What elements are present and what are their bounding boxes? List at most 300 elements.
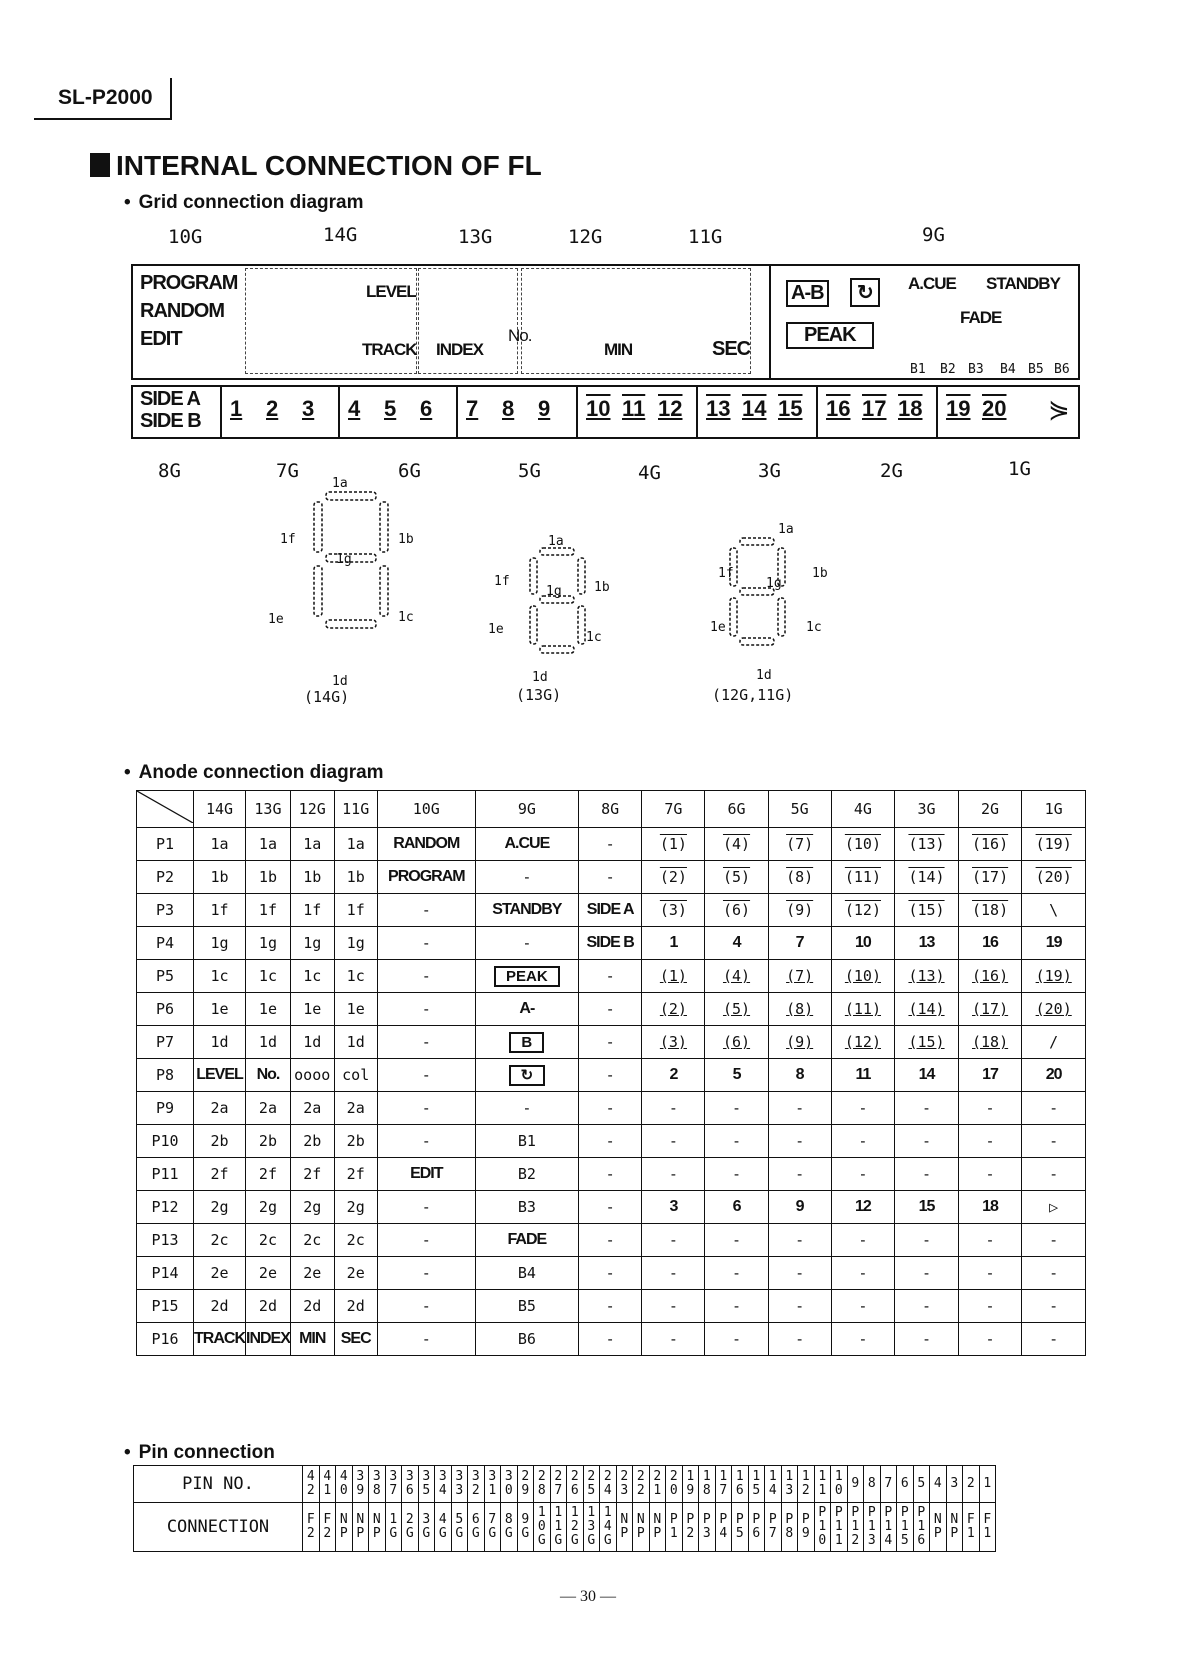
table-cell: (5): [705, 993, 768, 1026]
table-cell: 20: [1022, 1059, 1086, 1092]
pin-number-cell: 3: [946, 1466, 963, 1503]
table-cell: -: [377, 1059, 475, 1092]
table-cell: 2b: [334, 1125, 377, 1158]
table-cell: 2e: [290, 1257, 334, 1290]
key-number: 1: [230, 396, 243, 421]
pin-number-cell: 3 5: [418, 1466, 435, 1503]
key-group-divider: [456, 385, 458, 437]
table-cell: -: [578, 828, 641, 861]
seg-label: 1d: [332, 674, 348, 689]
table-cell: (9): [768, 894, 831, 927]
table-cell: -: [705, 1290, 768, 1323]
key-number: 4: [348, 396, 361, 421]
play-triangle-icon: ⋟: [1048, 394, 1070, 424]
repeat-icon: ↻: [850, 278, 880, 307]
pin-connection-cell: 3 G: [418, 1503, 435, 1552]
table-cell: -: [578, 1323, 641, 1356]
table-cell: -: [377, 1224, 475, 1257]
table-cell: 1c: [290, 960, 334, 993]
pin-number-cell: 4 0: [336, 1466, 353, 1503]
table-cell: -: [705, 1158, 768, 1191]
model-text: SL-P2000: [58, 86, 153, 109]
table-cell: -: [642, 1290, 705, 1323]
table-cell: -: [1022, 1224, 1086, 1257]
pin-cell: P2: [137, 861, 194, 894]
pin-connection-cell: F 2: [303, 1503, 320, 1552]
b4-label: B4: [1000, 362, 1016, 377]
table-cell: PROGRAM: [377, 861, 475, 894]
table-cell: -: [705, 1257, 768, 1290]
table-cell: (14): [895, 993, 959, 1026]
table-cell: FADE: [475, 1224, 578, 1257]
square-bullet-icon: [90, 153, 110, 177]
key-number: 20: [982, 396, 1007, 421]
table-row: [137, 1224, 1086, 1257]
table-cell: 2e: [246, 1257, 291, 1290]
grid-label: 1G: [1008, 458, 1031, 480]
pin-connection-cell: F 1: [979, 1503, 996, 1552]
table-cell: 2f: [246, 1158, 291, 1191]
table-cell: -: [377, 960, 475, 993]
key-number: 10: [586, 396, 611, 421]
table-cell: -: [377, 1290, 475, 1323]
table-cell: (13): [895, 828, 959, 861]
table-cell: 2d: [194, 1290, 246, 1323]
table-cell: 1d: [290, 1026, 334, 1059]
table-cell: -: [377, 1092, 475, 1125]
table-cell: -: [642, 1323, 705, 1356]
table-cell: (18): [958, 894, 1022, 927]
anode-table: [136, 790, 1086, 1356]
pin-number-cell: 6: [897, 1466, 914, 1503]
table-cell: (4): [705, 960, 768, 993]
page-number: — 30 —: [560, 1588, 616, 1605]
grid-label: 4G: [638, 462, 661, 484]
table-cell: -: [705, 1125, 768, 1158]
pin-connection-cell: P 1: [666, 1503, 683, 1552]
table-cell: 1a: [194, 828, 246, 861]
table-cell: -: [377, 894, 475, 927]
table-row: [137, 1092, 1086, 1125]
grid-label: 13G: [458, 226, 493, 248]
table-cell: (12): [831, 1026, 895, 1059]
pin-number-cell: 1 0: [831, 1466, 848, 1503]
table-cell: 1a: [334, 828, 377, 861]
table-cell: 2a: [194, 1092, 246, 1125]
pin-connection-cell: P 9: [798, 1503, 815, 1552]
pin-number-cell: 3 4: [435, 1466, 452, 1503]
grid-label: 12G: [568, 226, 603, 248]
table-cell: 1e: [290, 993, 334, 1026]
pin-connection-cell: P 1 4: [880, 1503, 897, 1552]
anode-header-row: [137, 791, 1086, 828]
table-cell: 1f: [194, 894, 246, 927]
table-cell: -: [831, 1290, 895, 1323]
pin-connection-cell: P 8: [781, 1503, 798, 1552]
table-cell: 1a: [246, 828, 291, 861]
b6-label: B6: [1054, 362, 1070, 377]
pin-number-cell: 8: [864, 1466, 881, 1503]
table-cell: 15: [895, 1191, 959, 1224]
table-cell: INDEX: [246, 1323, 291, 1356]
fade-label: FADE: [960, 308, 1002, 327]
table-cell: 2d: [246, 1290, 291, 1323]
pin-number-cell: 1 9: [682, 1466, 699, 1503]
pin-cell: P10: [137, 1125, 194, 1158]
seg-label: 1b: [398, 532, 414, 547]
table-cell: -: [578, 1191, 641, 1224]
seg-caption: (12G,11G): [712, 686, 794, 704]
column-header: 11G: [334, 791, 377, 828]
pin-connection-cell: 1 0 G: [534, 1503, 551, 1552]
table-cell: RANDOM: [377, 828, 475, 861]
acue-label: A.CUE: [908, 274, 956, 293]
seg-label: 1f: [280, 532, 296, 547]
table-cell: -: [642, 1125, 705, 1158]
pin-table: [133, 1465, 996, 1552]
table-row: [137, 1323, 1086, 1356]
table-cell: -: [958, 1290, 1022, 1323]
pin-cell: P1: [137, 828, 194, 861]
table-cell: -: [1022, 1158, 1086, 1191]
pin-number-cell: 3 6: [402, 1466, 419, 1503]
table-cell: -: [705, 1224, 768, 1257]
key-number: 5: [384, 396, 397, 421]
seg-label: 1b: [812, 566, 828, 581]
pin-connection-cell: 4 G: [435, 1503, 452, 1552]
table-cell: 1f: [334, 894, 377, 927]
key-group-divider: [220, 385, 222, 437]
pin-connection-cell: P 6: [748, 1503, 765, 1552]
table-cell: (13): [895, 960, 959, 993]
table-row: [137, 993, 1086, 1026]
table-cell: 2c: [290, 1224, 334, 1257]
pin-number-cell: 2 8: [534, 1466, 551, 1503]
pin-connection-cell: P 1 2: [847, 1503, 864, 1552]
seg-label: 1b: [594, 580, 610, 595]
table-cell: (3): [642, 1026, 705, 1059]
pin-number-cell: 1 4: [765, 1466, 782, 1503]
table-row: [137, 1257, 1086, 1290]
table-cell: SEC: [334, 1323, 377, 1356]
table-cell: (1): [642, 960, 705, 993]
table-cell: col: [334, 1059, 377, 1092]
pin-number-cell: 3 9: [352, 1466, 369, 1503]
table-cell: SIDE B: [578, 927, 641, 960]
table-row: [137, 1290, 1086, 1323]
table-cell: 5: [705, 1059, 768, 1092]
table-cell: -: [705, 1323, 768, 1356]
table-cell: -: [578, 993, 641, 1026]
table-cell: -: [642, 1257, 705, 1290]
pin-connection-cell: P 7: [765, 1503, 782, 1552]
b3-label: B3: [968, 362, 984, 377]
table-cell: 2g: [194, 1191, 246, 1224]
pin-connection-cell: N P: [649, 1503, 666, 1552]
table-cell: 2b: [290, 1125, 334, 1158]
page-title-text: INTERNAL CONNECTION OF FL: [116, 150, 542, 181]
table-cell: 2c: [334, 1224, 377, 1257]
table-cell: 2g: [246, 1191, 291, 1224]
grid-label: 10G: [168, 226, 203, 248]
table-cell: -: [1022, 1323, 1086, 1356]
grid-label: 8G: [158, 460, 181, 482]
pin-number-cell: 2 2: [633, 1466, 650, 1503]
table-cell: 16: [958, 927, 1022, 960]
table-row: [137, 1059, 1086, 1092]
pin-number-cell: 1 5: [748, 1466, 765, 1503]
table-cell: 2f: [194, 1158, 246, 1191]
table-cell: (1): [642, 828, 705, 861]
pin-number-cell: 2 4: [600, 1466, 617, 1503]
table-cell: -: [768, 1224, 831, 1257]
seg-label: 1f: [494, 574, 510, 589]
table-row: [137, 927, 1086, 960]
table-cell: (12): [831, 894, 895, 927]
key-number: 8: [502, 396, 515, 421]
table-cell: 2f: [334, 1158, 377, 1191]
table-cell: 9: [768, 1191, 831, 1224]
table-cell: (17): [958, 993, 1022, 1026]
table-row: [137, 960, 1086, 993]
table-cell: -: [958, 1224, 1022, 1257]
pin-connection-cell: 2 G: [402, 1503, 419, 1552]
table-cell: PEAK: [475, 960, 578, 993]
table-cell: -: [958, 1323, 1022, 1356]
table-cell: 3: [642, 1191, 705, 1224]
table-cell: 1d: [194, 1026, 246, 1059]
table-cell: -: [377, 1026, 475, 1059]
table-cell: -: [377, 1125, 475, 1158]
column-header: 8G: [578, 791, 641, 828]
pin-connection-cell: P 1 6: [913, 1503, 930, 1552]
table-cell: -: [578, 1059, 641, 1092]
key-number: 2: [266, 396, 279, 421]
column-header: 9G: [475, 791, 578, 828]
pin-number-cell: 1 1: [814, 1466, 831, 1503]
table-cell: 2: [642, 1059, 705, 1092]
table-cell: -: [1022, 1092, 1086, 1125]
pin-connection-cell: N P: [930, 1503, 947, 1552]
pin-cell: P4: [137, 927, 194, 960]
page-title: [90, 150, 542, 182]
anode-heading: • Anode connection diagram: [124, 762, 384, 784]
pin-cell: P16: [137, 1323, 194, 1356]
table-cell: (10): [831, 828, 895, 861]
table-cell: 2f: [290, 1158, 334, 1191]
table-cell: -: [895, 1257, 959, 1290]
seg-label: 1e: [488, 622, 504, 637]
table-cell: (2): [642, 861, 705, 894]
table-cell: (6): [705, 894, 768, 927]
grid-label: 6G: [398, 460, 421, 482]
pin-connection-cell: P 1 1: [831, 1503, 848, 1552]
table-cell: (11): [831, 993, 895, 1026]
table-cell: (16): [958, 960, 1022, 993]
table-cell: -: [831, 1125, 895, 1158]
table-cell: 2c: [194, 1224, 246, 1257]
key-number: 6: [420, 396, 433, 421]
table-cell: 1b: [334, 861, 377, 894]
table-cell: (15): [895, 1026, 959, 1059]
table-cell: -: [1022, 1290, 1086, 1323]
table-cell: 1c: [194, 960, 246, 993]
table-cell: -: [895, 1224, 959, 1257]
pin-number-cell: 3 1: [484, 1466, 501, 1503]
seg-label: 1f: [718, 566, 734, 581]
table-cell: \: [1022, 894, 1086, 927]
b5-label: B5: [1028, 362, 1044, 377]
pin-cell: P9: [137, 1092, 194, 1125]
pin-connection-cell: P 1 5: [897, 1503, 914, 1552]
key-number: 12: [658, 396, 683, 421]
table-cell: (20): [1022, 861, 1086, 894]
pin-number-cell: 1 8: [699, 1466, 716, 1503]
table-cell: (4): [705, 828, 768, 861]
column-header: 12G: [290, 791, 334, 828]
grid-label: 5G: [518, 460, 541, 482]
pin-number-cell: 2 0: [666, 1466, 683, 1503]
pin-number-cell: 1: [979, 1466, 996, 1503]
table-cell: A.CUE: [475, 828, 578, 861]
column-header: 4G: [831, 791, 895, 828]
table-cell: 1f: [290, 894, 334, 927]
column-header: 7G: [642, 791, 705, 828]
table-cell: (14): [895, 861, 959, 894]
pin-connection-cell: 1 2 G: [567, 1503, 584, 1552]
table-cell: 1g: [290, 927, 334, 960]
column-header: 10G: [377, 791, 475, 828]
pin-number-cell: 4: [930, 1466, 947, 1503]
standby-label: STANDBY: [986, 274, 1060, 293]
pin-no-header: PIN NO.: [134, 1466, 303, 1503]
seg-label: 1c: [806, 620, 822, 635]
table-row: [137, 1026, 1086, 1059]
table-cell: (5): [705, 861, 768, 894]
pin-connection-cell: N P: [946, 1503, 963, 1552]
key-number: 15: [778, 396, 803, 421]
table-cell: -: [377, 1191, 475, 1224]
table-cell: -: [895, 1158, 959, 1191]
key-number: 13: [706, 396, 731, 421]
grid-label: 3G: [758, 460, 781, 482]
table-cell: -: [475, 861, 578, 894]
seg-label: 1c: [398, 610, 414, 625]
index-label: INDEX: [436, 340, 483, 359]
table-row: [137, 1125, 1086, 1158]
table-cell: 4: [705, 927, 768, 960]
seg-label: 1a: [778, 522, 794, 537]
seg-label: 1d: [532, 670, 548, 685]
table-cell: -: [1022, 1257, 1086, 1290]
pin-connection-cell: 6 G: [468, 1503, 485, 1552]
key-group-divider: [816, 385, 818, 437]
pin-connection-cell: 7 G: [484, 1503, 501, 1552]
table-cell: EDIT: [377, 1158, 475, 1191]
table-cell: 10: [831, 927, 895, 960]
segment-diagrams: [260, 480, 820, 700]
table-cell: 1b: [246, 861, 291, 894]
table-cell: -: [578, 1158, 641, 1191]
track-label: TRACK: [362, 340, 417, 359]
ab-label: A-B: [786, 280, 829, 307]
pin-connection-cell: P 1 3: [864, 1503, 881, 1552]
table-cell: ↻: [475, 1059, 578, 1092]
table-cell: -: [642, 1158, 705, 1191]
pin-connection-cell: N P: [633, 1503, 650, 1552]
seg-label: 1g: [336, 552, 352, 567]
pin-connection-cell: P 3: [699, 1503, 716, 1552]
column-header: 14G: [194, 791, 246, 828]
table-cell: -: [768, 1257, 831, 1290]
seg-label: 1e: [268, 612, 284, 627]
pin-number-cell: 1 3: [781, 1466, 798, 1503]
pin-heading: • Pin connection: [124, 1442, 275, 1464]
table-cell: -: [831, 1224, 895, 1257]
table-cell: B3: [475, 1191, 578, 1224]
table-cell: 2a: [334, 1092, 377, 1125]
key-group-divider: [696, 385, 698, 437]
table-row: [137, 861, 1086, 894]
table-cell: 2e: [194, 1257, 246, 1290]
pin-number-cell: 1 7: [715, 1466, 732, 1503]
model-label: [34, 78, 172, 120]
pin-connection-cell: N P: [352, 1503, 369, 1552]
table-cell: -: [377, 1257, 475, 1290]
pin-connection-cell: 1 4 G: [600, 1503, 617, 1552]
pin-connection-cell: 8 G: [501, 1503, 518, 1552]
table-cell: 2g: [334, 1191, 377, 1224]
pin-cell: P3: [137, 894, 194, 927]
pin-number-row: [134, 1466, 996, 1503]
table-cell: (18): [958, 1026, 1022, 1059]
table-cell: -: [377, 927, 475, 960]
table-cell: 2c: [246, 1224, 291, 1257]
table-cell: (10): [831, 960, 895, 993]
pin-number-cell: 2 6: [567, 1466, 584, 1503]
table-cell: -: [475, 927, 578, 960]
table-cell: -: [895, 1092, 959, 1125]
pin-cell: P7: [137, 1026, 194, 1059]
table-row: [137, 1158, 1086, 1191]
table-cell: /: [1022, 1026, 1086, 1059]
min-label: MIN: [604, 340, 633, 359]
table-row: [137, 894, 1086, 927]
pin-number-cell: 1 2: [798, 1466, 815, 1503]
pin-connection-cell: F 1: [963, 1503, 980, 1552]
table-cell: B4: [475, 1257, 578, 1290]
table-cell: -: [578, 1290, 641, 1323]
grid-heading: • Grid connection diagram: [124, 192, 364, 214]
pin-connection-cell: N P: [616, 1503, 633, 1552]
key-number: 17: [862, 396, 887, 421]
pin-connection-cell: 5 G: [451, 1503, 468, 1552]
table-cell: -: [768, 1323, 831, 1356]
table-cell: 11: [831, 1059, 895, 1092]
table-cell: -: [831, 1158, 895, 1191]
key-number: 14: [742, 396, 767, 421]
key-number: 11: [622, 396, 646, 421]
corner-cell: [137, 791, 194, 828]
table-cell: 12: [831, 1191, 895, 1224]
table-cell: 2a: [290, 1092, 334, 1125]
pin-number-cell: 3 8: [369, 1466, 386, 1503]
pin-number-cell: 2 3: [616, 1466, 633, 1503]
pin-cell: P13: [137, 1224, 194, 1257]
table-cell: 6: [705, 1191, 768, 1224]
table-cell: -: [768, 1125, 831, 1158]
table-cell: -: [958, 1257, 1022, 1290]
